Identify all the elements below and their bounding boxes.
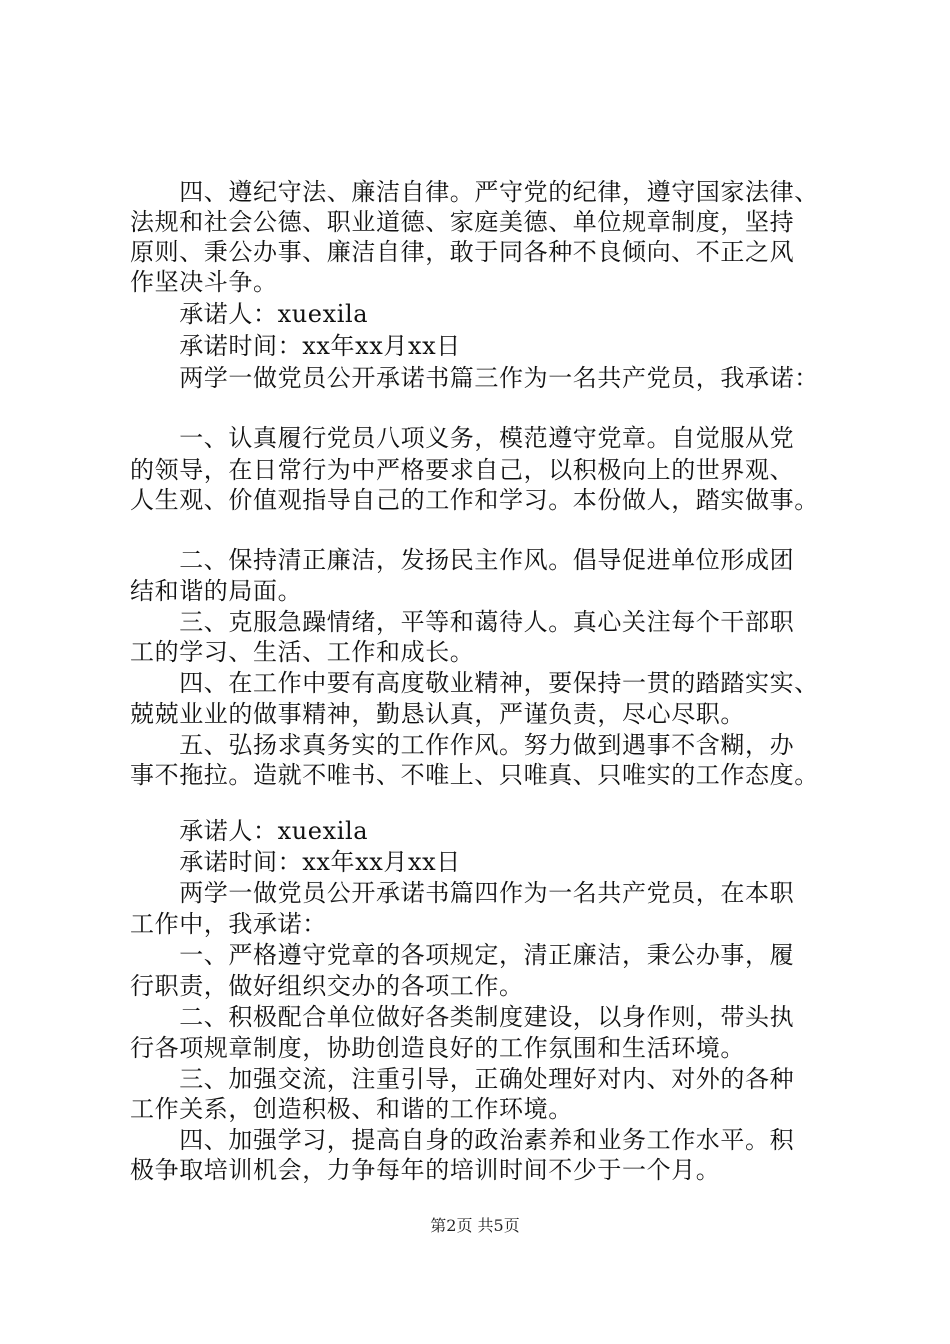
text-line: 三、加强交流，注重引导，正确处理好对内、对外的各种 (130, 1065, 795, 1093)
text-line: 原则、秉公办事、廉洁自律，敢于同各种不良倾向、不正之风 (130, 238, 795, 266)
text-line: 工的学习、生活、工作和成长。 (130, 638, 475, 666)
text-line: 四、加强学习，提高自身的政治素养和业务工作水平。积 (130, 1126, 795, 1154)
text-line: 三、克服急躁情绪，平等和蔼待人。真心关注每个干部职 (130, 608, 795, 636)
text-line: 一、认真履行党员八项义务，模范遵守党章。自觉服从党 (130, 424, 795, 452)
signer-line: 承诺人：xuexila (130, 817, 369, 845)
page-number: 第2页 共5页 (430, 1216, 520, 1235)
text-line: 事不拖拉。造就不唯书、不唯上、只唯真、只唯实的工作态度。 (130, 761, 819, 789)
text-line: 工作中，我承诺： (130, 910, 327, 938)
date-line: 承诺时间：xx年xx月xx日 (130, 332, 461, 360)
section-heading: 两学一做党员公开承诺书篇四作为一名共产党员，在本职 (130, 879, 795, 907)
text-line: 二、保持清正廉洁，发扬民主作风。倡导促进单位形成团 (130, 546, 795, 574)
text-line: 二、积极配合单位做好各类制度建设，以身作则，带头执 (130, 1003, 795, 1031)
text-line: 的领导，在日常行为中严格要求自己，以积极向上的世界观、 (130, 456, 795, 484)
text-line: 人生观、价值观指导自己的工作和学习。本份做人，踏实做事。 (130, 486, 819, 514)
signer-line: 承诺人：xuexila (130, 300, 369, 328)
text-line: 法规和社会公德、职业道德、家庭美德、单位规章制度，坚持 (130, 208, 795, 236)
text-line: 兢兢业业的做事精神，勤恳认真，严谨负责，尽心尽职。 (130, 700, 745, 728)
text-line: 工作关系，创造积极、和谐的工作环境。 (130, 1095, 573, 1123)
text-line: 极争取培训机会，力争每年的培训时间不少于一个月。 (130, 1156, 721, 1184)
text-line: 行职责，做好组织交办的各项工作。 (130, 972, 524, 1000)
text-line: 结和谐的局面。 (130, 577, 303, 605)
text-line: 五、弘扬求真务实的工作作风。努力做到遇事不含糊，办 (130, 731, 795, 759)
section-heading: 两学一做党员公开承诺书篇三作为一名共产党员，我承诺： (130, 364, 819, 392)
text-line: 一、严格遵守党章的各项规定，清正廉洁，秉公办事，履 (130, 941, 795, 969)
text-line: 四、在工作中要有高度敬业精神，要保持一贯的踏踏实实、 (130, 669, 819, 697)
date-line: 承诺时间：xx年xx月xx日 (130, 848, 461, 876)
text-line: 行各项规章制度，协助创造良好的工作氛围和生活环境。 (130, 1034, 745, 1062)
text-line: 四、遵纪守法、廉洁自律。严守党的纪律，遵守国家法律、 (130, 178, 819, 206)
text-line: 作坚决斗争。 (130, 268, 278, 296)
